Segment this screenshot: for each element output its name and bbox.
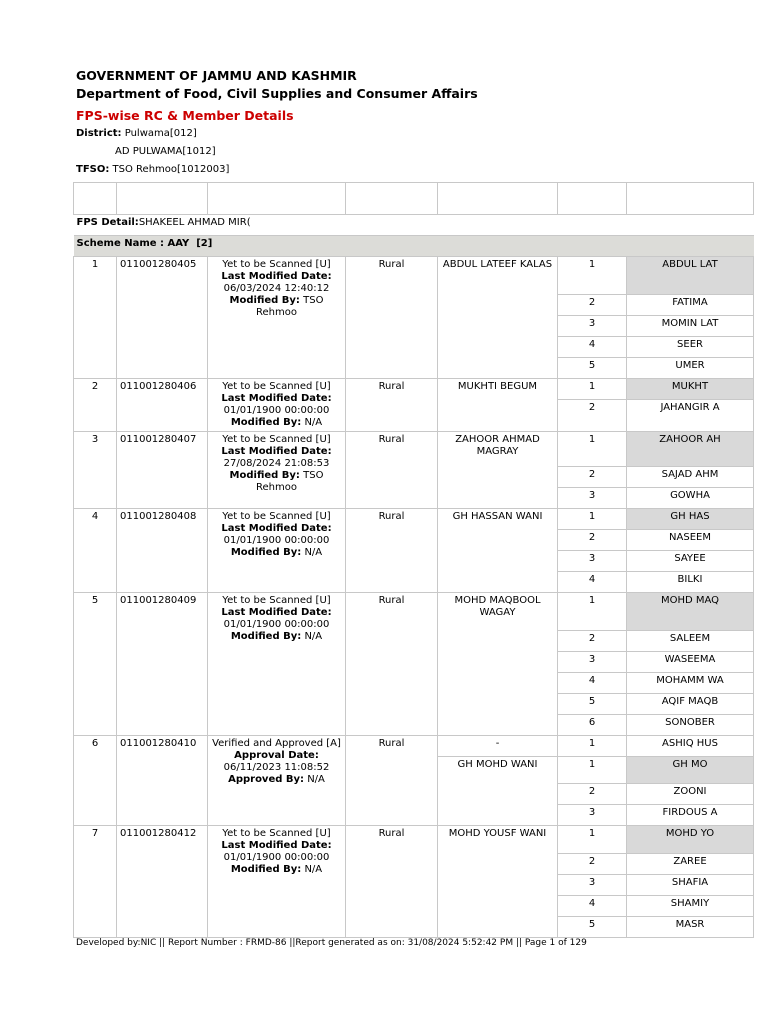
table-row — [74, 432, 754, 467]
serial-number: 1 — [74, 257, 117, 379]
member-number: 2 — [558, 784, 627, 805]
modified-by-label: Modified By: — [230, 864, 302, 875]
member-number: 3 — [558, 551, 627, 572]
modified-by-value: N/A — [304, 547, 323, 558]
member-number: 3 — [558, 316, 627, 337]
date-value: 27/08/2024 21:08:53 — [223, 458, 330, 469]
report-footer: Developed by:NIC || Report Number : FRMD-86 ||Report generated as on: 31/08/2024 5:52:42 PM || Page 1 of 129 — [76, 938, 587, 948]
member-number: 3 — [558, 652, 627, 673]
member-name: GOWHA — [627, 488, 754, 509]
member-number: 2 — [558, 400, 627, 432]
modified-by-label: Modified By: — [229, 470, 300, 481]
government-title: GOVERNMENT OF JAMMU AND KASHMIR — [76, 68, 357, 83]
ration-card-number: 011001280409 — [117, 593, 208, 736]
serial-number: 7 — [74, 826, 117, 938]
member-name: ABDUL LAT — [627, 257, 754, 295]
serial-number: 2 — [74, 379, 117, 432]
member-name: MASR — [627, 917, 754, 938]
date-label: Last Modified Date: — [221, 840, 332, 851]
date-value: 01/01/1900 00:00:00 — [223, 535, 330, 546]
member-number: 2 — [558, 295, 627, 316]
member-number: 5 — [558, 917, 627, 938]
member-name: SEER — [627, 337, 754, 358]
date-value: 01/01/1900 00:00:00 — [223, 405, 330, 416]
serial-number: 4 — [74, 509, 117, 593]
member-number: 4 — [558, 337, 627, 358]
member-number: 5 — [558, 694, 627, 715]
member-name: MOHD MAQ — [627, 593, 754, 631]
modified-by-value: N/A — [304, 631, 323, 642]
date-label: Last Modified Date: — [221, 271, 332, 282]
member-name: SAJAD AHM — [627, 467, 754, 488]
head-of-family: ABDUL LATEEF KALAS — [438, 257, 558, 379]
tfso-line — [76, 164, 229, 175]
member-name: SHAMIY — [627, 896, 754, 917]
modified-by-label: Modified By: — [229, 295, 300, 306]
member-name: MOMIN LAT — [627, 316, 754, 337]
modified-by — [211, 774, 342, 786]
area-type: Rural — [346, 826, 438, 938]
table-row — [74, 509, 754, 530]
member-name: SONOBER — [627, 715, 754, 736]
member-number: 3 — [558, 488, 627, 509]
member-name: SAYEE — [627, 551, 754, 572]
status-cell — [208, 593, 346, 736]
status-cell — [208, 736, 346, 826]
member-name: AQIF MAQB — [627, 694, 754, 715]
modified-by — [211, 864, 342, 876]
date-value: 01/01/1900 00:00:00 — [223, 619, 330, 630]
serial-number: 6 — [74, 736, 117, 826]
area-type: Rural — [346, 257, 438, 379]
area-type: Rural — [346, 736, 438, 826]
member-name: ASHIQ HUS — [627, 736, 754, 757]
member-name: ZOONI — [627, 784, 754, 805]
status-text: Yet to be Scanned [U] — [222, 595, 331, 606]
member-name: WASEEMA — [627, 652, 754, 673]
status-cell — [208, 257, 346, 379]
status-text: Yet to be Scanned [U] — [222, 259, 331, 270]
table-row — [74, 379, 754, 400]
member-name: ZAREE — [627, 854, 754, 875]
member-number: 3 — [558, 805, 627, 826]
ration-card-number: 011001280412 — [117, 826, 208, 938]
serial-number: 5 — [74, 593, 117, 736]
area-type: Rural — [346, 593, 438, 736]
area-type: Rural — [346, 432, 438, 509]
member-name: MOHD YO — [627, 826, 754, 854]
date-value: 06/03/2024 12:40:12 — [223, 283, 330, 294]
report-title: FPS-wise RC & Member Details — [76, 108, 294, 123]
modified-by — [211, 295, 342, 319]
tfso-value: TSO Rehmoo[1012003] — [112, 164, 230, 175]
status-cell — [208, 509, 346, 593]
head-of-family: ZAHOOR AHMAD MAGRAY — [438, 432, 558, 509]
fps-label: FPS Detail: — [76, 217, 139, 228]
table-row — [74, 826, 754, 854]
member-name: BILKI — [627, 572, 754, 593]
member-name: SALEEM — [627, 631, 754, 652]
scheme-value: AAY — [167, 238, 190, 249]
member-number: 3 — [558, 875, 627, 896]
status-text: Yet to be Scanned [U] — [222, 828, 331, 839]
status-cell — [208, 379, 346, 432]
member-name: FATIMA — [627, 295, 754, 316]
table-row — [74, 257, 754, 295]
date-label: Last Modified Date: — [221, 393, 332, 404]
member-number: 4 — [558, 572, 627, 593]
scheme-count: [2] — [196, 238, 213, 249]
member-name: MOHAMM WA — [627, 673, 754, 694]
modified-by-label: Approved By: — [228, 774, 305, 785]
head-of-family: GH HASSAN WANI — [438, 509, 558, 593]
modified-by-label: Modified By: — [230, 631, 302, 642]
member-number: 4 — [558, 896, 627, 917]
modified-by — [211, 631, 342, 643]
member-name: GH HAS — [627, 509, 754, 530]
date-label: Approval Date: — [234, 750, 319, 761]
department-title: Department of Food, Civil Supplies and Consumer Affairs — [76, 86, 478, 101]
ration-card-number: 011001280408 — [117, 509, 208, 593]
member-name: UMER — [627, 358, 754, 379]
head-of-family: MUKHTI BEGUM — [438, 379, 558, 432]
ration-card-number: 011001280407 — [117, 432, 208, 509]
district-label: District: — [76, 128, 122, 139]
area-type: Rural — [346, 509, 438, 593]
scheme-label: Scheme Name : — [76, 238, 165, 249]
table-row — [74, 736, 754, 757]
member-name: SHAFIA — [627, 875, 754, 896]
area-type: Rural — [346, 379, 438, 432]
modified-by-value: N/A — [307, 774, 325, 785]
district-line — [76, 128, 197, 139]
member-number: 6 — [558, 715, 627, 736]
member-number: 1 — [558, 257, 627, 295]
table-row — [74, 593, 754, 631]
date-value: 06/11/2023 11:08:52 — [223, 762, 330, 773]
district-value: Pulwama[012] — [124, 128, 197, 139]
head-of-family: MOHD MAQBOOL WAGAY — [438, 593, 558, 736]
head-of-family: MOHD YOUSF WANI — [438, 826, 558, 938]
ration-card-number: 011001280405 — [117, 257, 208, 379]
modified-by-value: TSO Rehmoo — [256, 295, 324, 318]
member-number: 2 — [558, 631, 627, 652]
tfso-label: TFSO: — [76, 164, 110, 175]
rc-member-table — [73, 182, 724, 930]
status-cell — [208, 432, 346, 509]
sub-district: AD PULWAMA[1012] — [115, 146, 216, 157]
head-of-family: - — [438, 736, 558, 757]
status-text: Yet to be Scanned [U] — [222, 434, 331, 445]
head-of-family: GH MOHD WANI — [438, 757, 558, 826]
fps-value: SHAKEEL AHMAD MIR( — [138, 217, 251, 228]
date-label: Last Modified Date: — [221, 607, 332, 618]
modified-by-label: Modified By: — [230, 417, 302, 428]
serial-number: 3 — [74, 432, 117, 509]
ration-card-number: 011001280406 — [117, 379, 208, 432]
modified-by — [211, 417, 342, 429]
scheme-row — [74, 236, 754, 257]
member-number: 1 — [558, 826, 627, 854]
member-number: 2 — [558, 467, 627, 488]
member-number: 1 — [558, 593, 627, 631]
fps-detail-row — [74, 215, 754, 236]
member-name: MUKHT — [627, 379, 754, 400]
modified-by-value: TSO Rehmoo — [256, 470, 324, 493]
status-cell — [208, 826, 346, 938]
member-number: 1 — [558, 736, 627, 757]
modified-by-value: N/A — [304, 864, 323, 875]
member-name: FIRDOUS A — [627, 805, 754, 826]
member-number: 1 — [558, 509, 627, 530]
modified-by — [211, 547, 342, 559]
member-number: 2 — [558, 854, 627, 875]
member-name: ZAHOOR AH — [627, 432, 754, 467]
modified-by-label: Modified By: — [230, 547, 302, 558]
modified-by-value: N/A — [304, 417, 323, 428]
member-name: NASEEM — [627, 530, 754, 551]
member-number: 1 — [558, 379, 627, 400]
status-text: Verified and Approved [A] — [212, 738, 341, 749]
date-value: 01/01/1900 00:00:00 — [223, 852, 330, 863]
member-name: GH MO — [627, 757, 754, 784]
member-number: 4 — [558, 673, 627, 694]
status-text: Yet to be Scanned [U] — [222, 511, 331, 522]
member-number: 5 — [558, 358, 627, 379]
table-header-row — [74, 183, 754, 215]
status-text: Yet to be Scanned [U] — [222, 381, 331, 392]
member-number: 1 — [558, 757, 627, 784]
date-label: Last Modified Date: — [221, 523, 332, 534]
modified-by — [211, 470, 342, 494]
member-number: 1 — [558, 432, 627, 467]
member-name: JAHANGIR A — [627, 400, 754, 432]
date-label: Last Modified Date: — [221, 446, 332, 457]
member-number: 2 — [558, 530, 627, 551]
ration-card-number: 011001280410 — [117, 736, 208, 826]
